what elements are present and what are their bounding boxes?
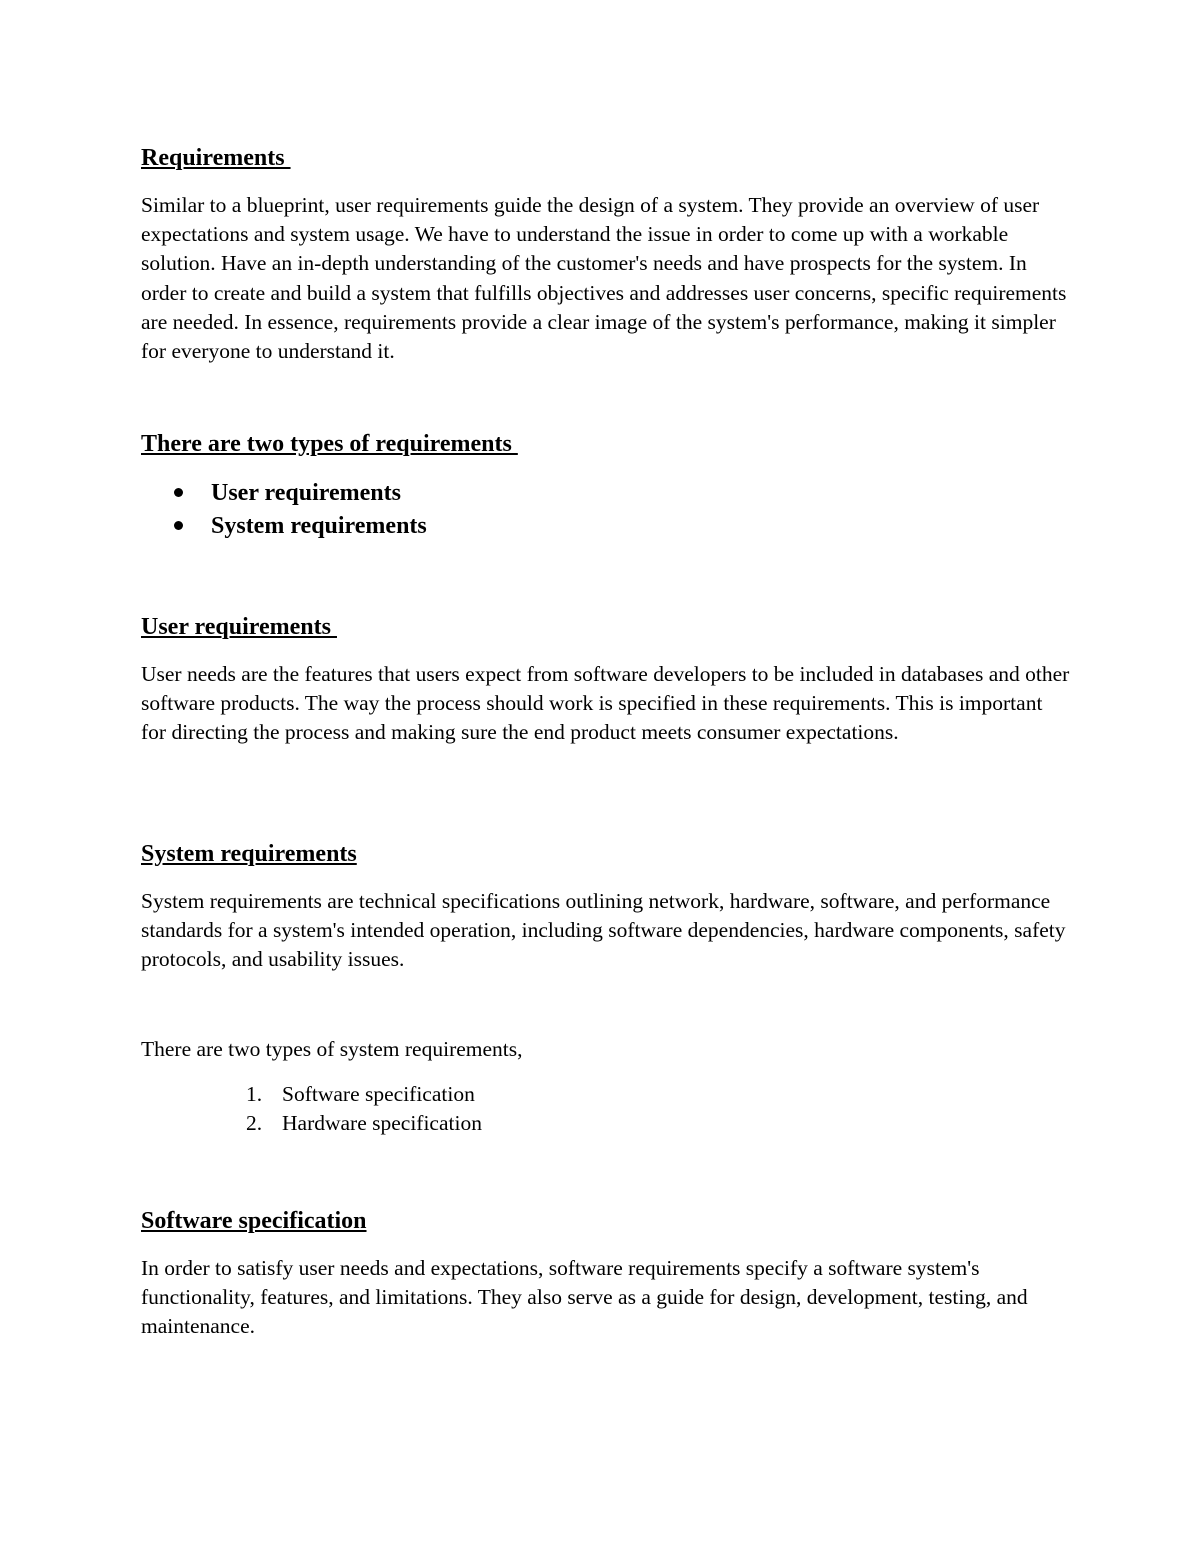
list-item-label: Hardware specification xyxy=(282,1111,482,1135)
list-item-number: 2. xyxy=(246,1111,263,1135)
software-specification-heading: Software specification xyxy=(141,1208,367,1234)
requirement-types-heading: There are two types of requirements xyxy=(141,431,518,457)
requirements-heading: Requirements xyxy=(141,145,291,171)
list-item-label: Software specification xyxy=(282,1082,475,1106)
list-item xyxy=(141,1080,482,1109)
list-item xyxy=(141,477,427,510)
user-requirements-paragraph: User needs are the features that users expect from software developers to be included in databases and other software products. The way the process should work is specified in these requirements. This is important for directing the process and making sure the end product meets consumer expectations. xyxy=(141,662,1070,745)
system-requirements-heading: System requirements xyxy=(141,841,357,867)
list-item-label: User requirements xyxy=(211,480,401,506)
list-item-number: 1. xyxy=(246,1082,263,1106)
system-types-list xyxy=(141,1080,482,1138)
user-requirements-heading: User requirements xyxy=(141,614,337,640)
list-item-label: System requirements xyxy=(211,513,427,539)
system-types-intro: There are two types of system requirements, xyxy=(141,1037,523,1061)
bullet-icon xyxy=(174,521,183,530)
requirement-types-list xyxy=(141,477,427,543)
requirements-paragraph: Similar to a blueprint, user requirements guide the design of a system. They provide an overview of user expectations and system usage. We have to understand the issue in order to come up with a workable solution. Have an in-depth understanding of the customer's needs and have prospects for the system. In order to create and build a system that fulfills objectives and addresses user concerns, specific requirements are needed. In essence, requirements provide a clear image of the system's performance, making it simpler for everyone to understand it. xyxy=(141,193,1067,364)
bullet-icon xyxy=(174,488,183,497)
list-item xyxy=(141,510,427,543)
list-item xyxy=(141,1109,482,1138)
software-specification-paragraph: In order to satisfy user needs and expectations, software requirements specify a software system's functionality, features, and limitations. They also serve as a guide for design, development, testing, and maintenance. xyxy=(141,1256,1028,1339)
system-requirements-paragraph: System requirements are technical specifications outlining network, hardware, software, and performance standards for a system's intended operation, including software dependencies, hardware components, safety protocols, and usability issues. xyxy=(141,889,1066,972)
